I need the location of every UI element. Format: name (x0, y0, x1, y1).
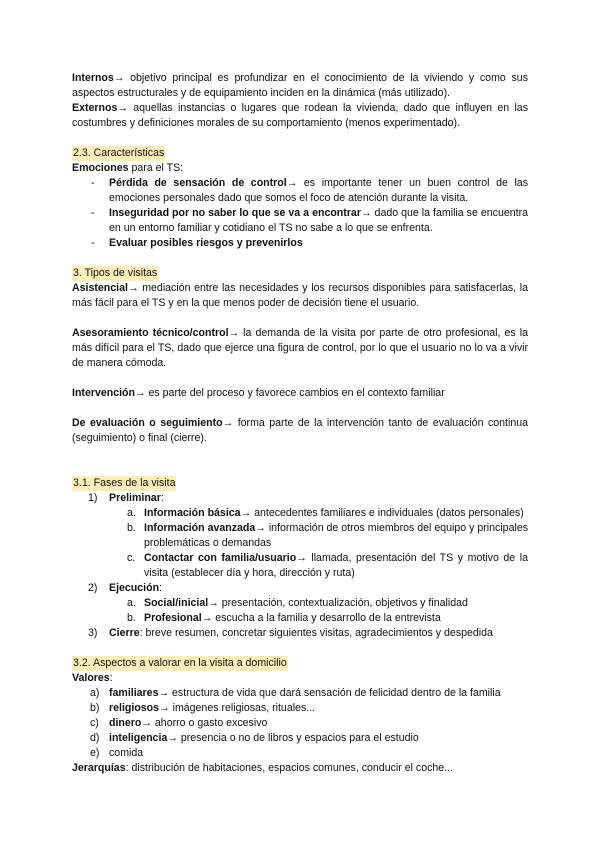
valores-text: : (109, 672, 113, 684)
list-marker: a) (90, 687, 100, 699)
list-item-term: Contactar con familia/usuario (144, 552, 297, 564)
asesoramiento-term: Asesoramiento técnico/control (72, 327, 229, 339)
jerarquias-text: : distribución de habitaciones, espacios comunes, conducir el coche... (125, 762, 454, 774)
asistencial-term: Asistencial (72, 282, 128, 294)
intervencion-paragraph (72, 386, 528, 401)
list-marker: e) (90, 747, 100, 759)
list-item (72, 176, 528, 206)
list-item-term: dinero (109, 717, 142, 729)
sub-list-item (72, 506, 528, 521)
list-marker: b. (127, 522, 136, 534)
list-marker: 1) (88, 492, 98, 504)
externos-paragraph (72, 101, 528, 131)
list-item (72, 686, 528, 701)
list-item (72, 731, 528, 746)
list-item-text: → estructura de vida que dará sensación de felicidad dentro de la familia (158, 687, 501, 699)
list-marker: b) (90, 702, 100, 714)
list-item-term: Ejecución (109, 582, 160, 594)
intervencion-term: Intervención (72, 387, 135, 399)
list-item-term: Información avanzada (144, 522, 256, 534)
list-item-text: : (159, 582, 162, 594)
sub-list-item (72, 521, 528, 551)
list-item-term: religiosos (109, 702, 160, 714)
asistencial-text: → mediación entre las necesidades y los recursos disponibles para satisfacerlas, la más fácil para el TS y en la que menos poder de decisión tiene el usuario. (72, 282, 528, 309)
sub-list-item (72, 551, 528, 581)
caracteristicas-list (72, 176, 528, 251)
valores-list (72, 686, 528, 761)
list-item-term: Evaluar posibles riesgos y prevenirlos (109, 237, 303, 249)
list-item (72, 236, 528, 251)
externos-text: → aquellas instancias o lugares que rodean la vivienda, dado que influyen en las costumbres y definiciones morales de su comportamiento (menos experimentado). (72, 102, 528, 129)
jerarquias-line (72, 761, 528, 776)
caracteristicas-heading-line (72, 146, 528, 161)
asesoramiento-text: → la demanda de la visita por parte de otro profesional, es la más difícil para el TS, dado que ejerce una figura de control, por lo que el usuario no lo va a vivir de manera cómoda. (72, 327, 528, 369)
internos-text: → objetivo principal es profundizar en el conocimiento de la viviendo y como sus aspectos estructurales y de equipamiento inciden en la dinámica (más utilizado). (72, 72, 528, 99)
jerarquias-term: Jerarquías (72, 762, 126, 774)
evaluacion-text: → forma parte de la intervención tanto de evaluación continua (seguimiento) o final (cierre). (72, 417, 528, 444)
list-marker: 3) (88, 627, 98, 639)
evaluacion-term: De evaluación o seguimiento (72, 417, 223, 429)
list-item-text: → presentación, contextualización, objetivos y finalidad (208, 597, 468, 609)
internos-term: Internos (72, 72, 114, 84)
asistencial-paragraph (72, 281, 528, 311)
list-item-text: → antecedentes familiares e individuales (datos personales) (240, 507, 524, 519)
list-item-text: comida (109, 747, 144, 759)
list-item-term: Pérdida de sensación de control (109, 177, 287, 189)
caracteristicas-heading: 2.3. Características (73, 147, 165, 159)
list-marker: 2) (88, 582, 98, 594)
list-item-term: Cierre (109, 627, 140, 639)
emociones-term: Emociones (72, 162, 129, 174)
tipos-heading: 3. Tipos de visitas (73, 267, 158, 279)
list-item-term: inteligencia (109, 732, 168, 744)
list-item-text: : (160, 492, 164, 504)
internos-paragraph (72, 71, 528, 101)
list-item (72, 626, 528, 641)
list-item (72, 581, 528, 596)
list-marker: a. (127, 507, 136, 519)
list-item-text: → llamada, presentación del TS y motivo de la visita (establecer día y hora, dirección y ruta) (144, 552, 529, 579)
list-item (72, 206, 528, 236)
list-item (72, 716, 528, 731)
fases-heading: 3.1. Fases de la visita (73, 477, 176, 489)
tipos-heading-line (72, 266, 528, 281)
intervencion-text: → es parte del proceso y favorece cambios en el contexto familiar (135, 387, 445, 399)
evaluacion-paragraph (72, 416, 528, 446)
list-marker: - (91, 207, 95, 219)
asesoramiento-paragraph (72, 326, 528, 371)
list-item-term: Inseguridad por no saber lo que se va a encontrar (109, 207, 361, 219)
list-item-text: : breve resumen, concretar siguientes visitas, agradecimientos y despedida (139, 627, 493, 639)
list-item-term: familiares (109, 687, 159, 699)
list-item-term: Profesional (144, 612, 202, 624)
emociones-line (72, 161, 528, 176)
fases-heading-line (72, 476, 528, 491)
aspectos-heading-line (72, 656, 528, 671)
list-item-term: Información básica (144, 507, 241, 519)
list-item (72, 491, 528, 506)
list-item (72, 701, 528, 716)
list-item-text: → dado que la familia se encuentra en un entorno familiar y cotidiano el TS no sabe a lo que se enfrenta. (109, 207, 528, 234)
list-marker: a. (127, 597, 136, 609)
emociones-text: para el TS: (128, 162, 184, 174)
list-item-text: → imágenes religiosas, rituales... (159, 702, 316, 714)
fases-list (72, 491, 528, 641)
sub-list-item (72, 611, 528, 626)
list-item-text: → es importante tener un buen control de las emociones personales dado que somos el foco de atención durante la visita. (109, 177, 528, 204)
document-content (72, 71, 528, 776)
list-marker: - (91, 237, 95, 249)
list-item-text: → información de otros miembros del equipo y principales problemáticas o demandas (144, 522, 529, 549)
list-marker: d) (90, 732, 100, 744)
sub-list-item (72, 596, 528, 611)
valores-line (72, 671, 528, 686)
list-marker: c. (127, 552, 136, 564)
list-item-term: Preliminar (109, 492, 161, 504)
list-item-text: → ahorro o gasto excesivo (141, 717, 268, 729)
list-marker: b. (127, 612, 136, 624)
list-marker: - (91, 177, 95, 189)
list-item-text: → escucha a la familia y desarrollo de la entrevista (201, 612, 441, 624)
externos-term: Externos (72, 102, 118, 114)
valores-term: Valores (72, 672, 110, 684)
list-item-text: → presencia o no de libros y espacios para el estudio (167, 732, 419, 744)
list-item-term: Social/inicial (144, 597, 209, 609)
list-marker: c) (90, 717, 99, 729)
aspectos-heading: 3.2. Aspectos a valorar en la visita a domicilio (73, 657, 287, 669)
list-item (72, 746, 528, 761)
